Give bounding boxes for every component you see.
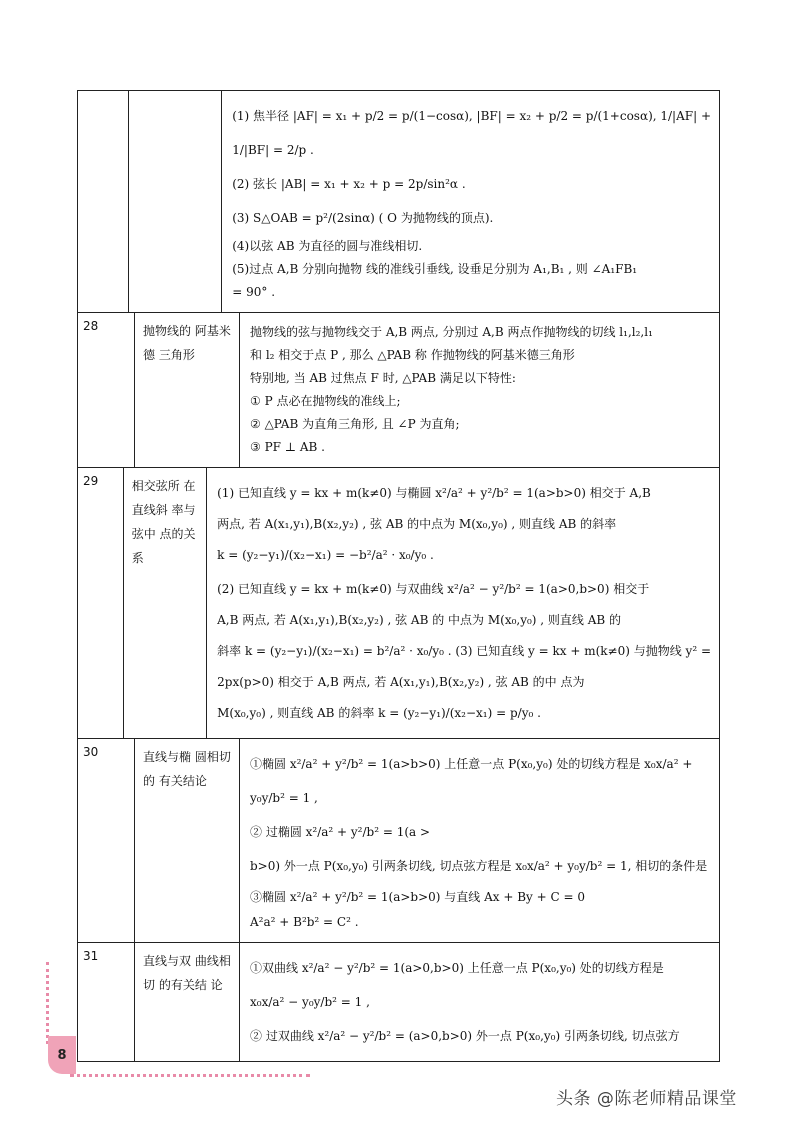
content-line: A,B 两点, 若 A(x₁,y₁),B(x₂,y₂) , 弦 AB 的 中点为 M(x₀,y₀) , 则直线 AB 的 — [217, 613, 622, 627]
content-line: 斜率 k = (y₂−y₁)/(x₂−x₁) = b²/a² · x₀/y₀ . (3) 已知直线 y = kx + m(k≠0) 与抛物线 y² = — [217, 644, 711, 658]
row-title: 抛物线的 阿基米德 三角形 — [135, 313, 240, 467]
content-line: M(x₀,y₀) , 则直线 AB 的斜率 k = (y₂−y₁)/(x₂−x₁) = p/y₀ . — [217, 706, 541, 720]
row-number: 30 — [78, 739, 135, 942]
content-line: y₀y/b² = 1 , — [250, 791, 318, 805]
content-line: 2px(p>0) 相交于 A,B 两点, 若 A(x₁,y₁),B(x₂,y₂) , 弦 AB 的中 点为 — [217, 675, 585, 689]
row-content — [240, 943, 719, 1061]
formula-table — [77, 90, 720, 1062]
decorative-dotted-line-horizontal — [70, 1074, 310, 1077]
content-line: 两点, 若 A(x₁,y₁),B(x₂,y₂) , 弦 AB 的中点为 M(x₀,y₀) , 则直线 AB 的斜率 — [217, 517, 617, 531]
content-line: x₀x/a² − y₀y/b² = 1 , — [250, 995, 370, 1009]
row-content — [222, 91, 719, 312]
row-title — [129, 91, 222, 312]
content-line: = 90° . — [232, 285, 276, 299]
content-line: (2) 已知直线 y = kx + m(k≠0) 与双曲线 x²/a² − y²/b² = 1(a>0,b>0) 相交于 — [217, 582, 650, 596]
content-line: k = (y₂−y₁)/(x₂−x₁) = −b²/a² · x₀/y₀ . — [217, 548, 434, 562]
content-line: ③椭圆 x²/a² + y²/b² = 1(a>b>0) 与直线 Ax + By + C = 0 — [250, 890, 585, 904]
row-title: 直线与双 曲线相切 的有关结 论 — [135, 943, 240, 1061]
content-line: A²a² + B²b² = C² . — [250, 915, 359, 929]
table-row — [78, 467, 719, 738]
content-line: ①椭圆 x²/a² + y²/b² = 1(a>b>0) 上任意一点 P(x₀,y₀) 处的切线方程是 x₀x/a² + — [250, 757, 693, 771]
table-row — [78, 312, 719, 467]
page-number: 8 — [57, 1047, 67, 1063]
content-line: (4)以弦 AB 为直径的圆与准线相切. — [232, 239, 423, 253]
content-line: ② △PAB 为直角三角形, 且 ∠P 为直角; — [250, 417, 460, 431]
content-line: ①双曲线 x²/a² − y²/b² = 1(a>0,b>0) 上任意一点 P(x₀,y₀) 处的切线方程是 — [250, 961, 664, 975]
row-title: 相交弦所 在直线斜 率与弦中 点的关系 — [124, 468, 207, 738]
row-number: 31 — [78, 943, 135, 1061]
content-line: ① P 点必在抛物线的准线上; — [250, 394, 401, 408]
content-line: (2) 弦长 |AB| = x₁ + x₂ + p = 2p/sin²α . — [232, 177, 466, 191]
content-line: 1/|BF| = 2/p . — [232, 143, 314, 157]
row-number: 28 — [78, 313, 135, 467]
row-content — [240, 739, 719, 942]
content-line: b>0) 外一点 P(x₀,y₀) 引两条切线, 切点弦方程是 x₀x/a² + y₀y/b² = 1, 相切的条件是 — [250, 859, 708, 873]
content-line: (1) 焦半径 |AF| = x₁ + p/2 = p/(1−cosα), |BF| = x₂ + p/2 = p/(1+cosα), 1/|AF| + — [232, 109, 711, 123]
content-line: 特别地, 当 AB 过焦点 F 时, △PAB 满足以下特性: — [250, 371, 516, 385]
content-line: (5)过点 A,B 分别向抛物 线的准线引垂线, 设垂足分别为 A₁,B₁ , 则 ∠A₁FB₁ — [232, 262, 638, 276]
table-row — [78, 91, 719, 312]
table-row — [78, 738, 719, 942]
row-title: 直线与椭 圆相切的 有关结论 — [135, 739, 240, 942]
decorative-dotted-line-vertical — [46, 962, 49, 1044]
content-line: (1) 已知直线 y = kx + m(k≠0) 与椭圆 x²/a² + y²/b² = 1(a>b>0) 相交于 A,B — [217, 486, 651, 500]
content-line: ② 过椭圆 x²/a² + y²/b² = 1(a > — [250, 825, 431, 839]
row-number: 29 — [78, 468, 124, 738]
table-row — [78, 942, 719, 1061]
content-line: ② 过双曲线 x²/a² − y²/b² = (a>0,b>0) 外一点 P(x₀,y₀) 引两条切线, 切点弦方 — [250, 1029, 680, 1043]
content-line: (3) S△OAB = p²/(2sinα) ( O 为抛物线的顶点). — [232, 211, 494, 225]
row-content — [240, 313, 719, 467]
content-line: 抛物线的弦与抛物线交于 A,B 两点, 分别过 A,B 两点作抛物线的切线 l₁,l₂,l₁ — [250, 325, 653, 339]
content-line: 和 l₂ 相交于点 P , 那么 △PAB 称 作抛物线的阿基米德三角形 — [250, 348, 575, 362]
page-number-badge — [48, 1036, 76, 1074]
row-content — [207, 468, 719, 738]
row-number — [78, 91, 129, 312]
content-line: ③ PF ⊥ AB . — [250, 440, 325, 454]
watermark-text: 头条 @陈老师精品课堂 — [556, 1089, 737, 1109]
